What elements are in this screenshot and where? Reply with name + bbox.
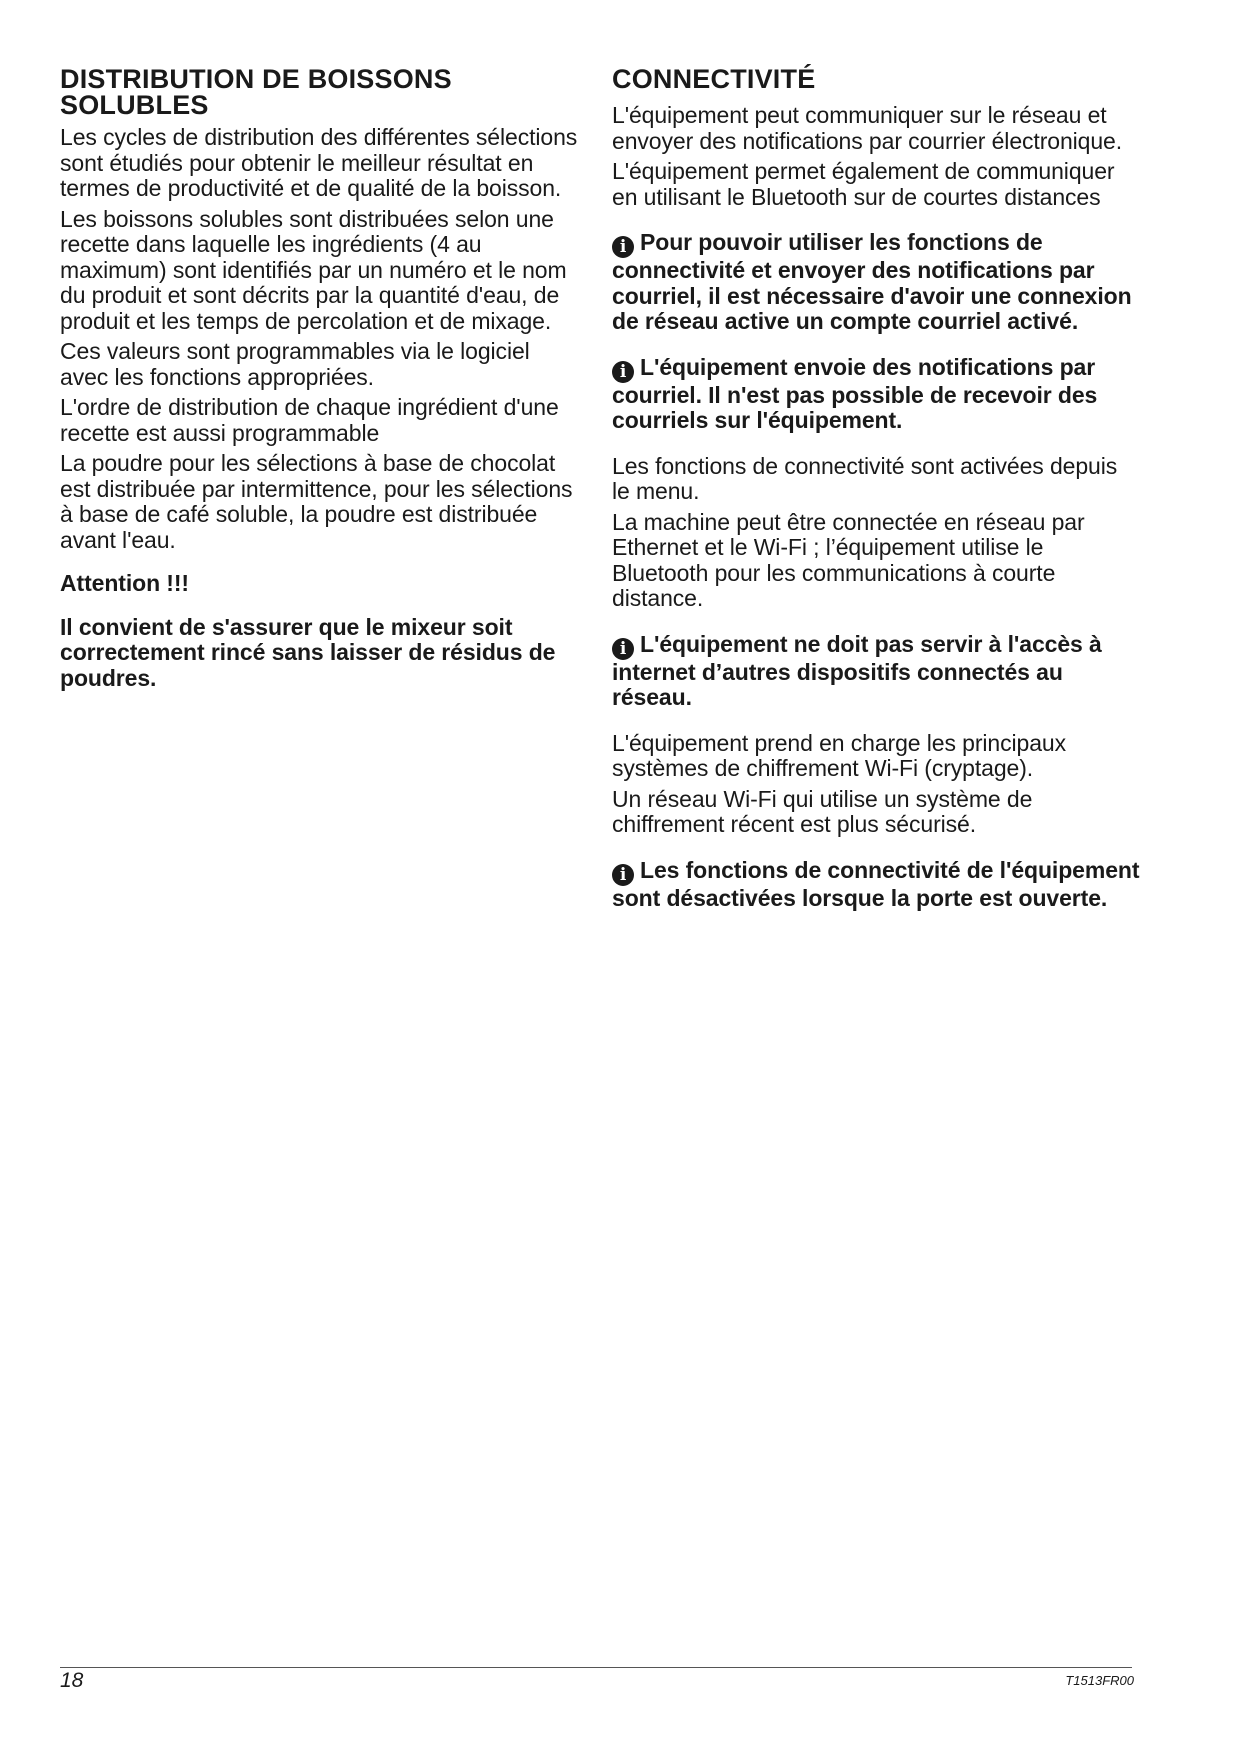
footer-divider <box>60 1667 1132 1668</box>
section-title-soluble-drinks: DISTRIBUTION DE BOISSONS SOLUBLES <box>60 64 452 120</box>
attention-heading: Attention !!! <box>60 570 189 596</box>
note-no-internet-sharing-text: L'équipement ne doit pas servir à l'accès à internet d’autres dispositifs connectés au réseau. <box>612 630 1102 710</box>
note-send-only <box>612 355 1140 434</box>
note-door-open-text: Les fonctions de connectivité de l'équipement sont désactivées lorsque la porte est ouverte. <box>612 856 1140 911</box>
paragraph-bluetooth: L'équipement permet également de communiquer en utilisant le Bluetooth sur de courtes distances <box>612 158 1115 210</box>
paragraph-menu-activation: Les fonctions de connectivité sont activées depuis le menu. <box>612 452 1118 504</box>
paragraph-recipe: Les boissons solubles sont distribuées selon une recette dans laquelle les ingrédients (4 au maximum) sont identifiés par un numéro et le nom du produit et sont décrits par la quantité d'eau, de produit et les temps de percolation et de mixage. <box>60 205 567 334</box>
right-column <box>612 66 1140 931</box>
left-column <box>60 66 580 696</box>
paragraph-ethernet-wifi: La machine peut être connectée en réseau par Ethernet et le Wi-Fi ; l’équipement utilise le Bluetooth pour les communications à courte distance. <box>612 508 1085 611</box>
note-email-requirements <box>612 230 1140 335</box>
paragraph-dispensing-cycles: Les cycles de distribution des différentes sélections sont étudiés pour obtenir le meilleur résultat en termes de productivité et de qualité de la boisson. <box>60 124 578 201</box>
attention-text: Il convient de s'assurer que le mixeur soit correctement rincé sans laisser de résidus de poudres. <box>60 613 556 691</box>
paragraph-ingredient-order: L'ordre de distribution de chaque ingrédient d'une recette est aussi programmable <box>60 394 559 446</box>
info-icon: i <box>612 638 634 660</box>
page-number: 18 <box>60 1669 84 1692</box>
paragraph-programmable-values: Ces valeurs sont programmables via le logiciel avec les fonctions appropriées. <box>60 338 530 390</box>
note-send-only-text: L'équipement envoie des notifications par courriel. Il n'est pas possible de recevoir des courriels sur l'équipement. <box>612 353 1098 433</box>
paragraph-powder-dispensing: La poudre pour les sélections à base de chocolat est distribuée par intermittence, pour les sélections à base de café soluble, la poudre est distribuée avant l'eau. <box>60 450 573 553</box>
paragraph-network-notifications: L'équipement peut communiquer sur le réseau et envoyer des notifications par courrier électronique. <box>612 102 1123 154</box>
info-icon: i <box>612 864 634 886</box>
paragraph-encryption-security: Un réseau Wi-Fi qui utilise un système de chiffrement récent est plus sécurisé. <box>612 785 1033 837</box>
note-email-requirements-text: Pour pouvoir utiliser les fonctions de connectivité et envoyer des notifications par courriel, il est nécessaire d'avoir une connexion de réseau active un compte courriel activé. <box>612 229 1132 334</box>
section-title-connectivity: CONNECTIVITÉ <box>612 64 816 94</box>
info-icon: i <box>612 236 634 258</box>
note-door-open <box>612 858 1140 912</box>
note-no-internet-sharing <box>612 632 1140 711</box>
paragraph-encryption-support: L'équipement prend en charge les principaux systèmes de chiffrement Wi-Fi (cryptage). <box>612 729 1067 781</box>
info-icon: i <box>612 361 634 383</box>
document-code: T1513FR00 <box>1065 1673 1134 1688</box>
